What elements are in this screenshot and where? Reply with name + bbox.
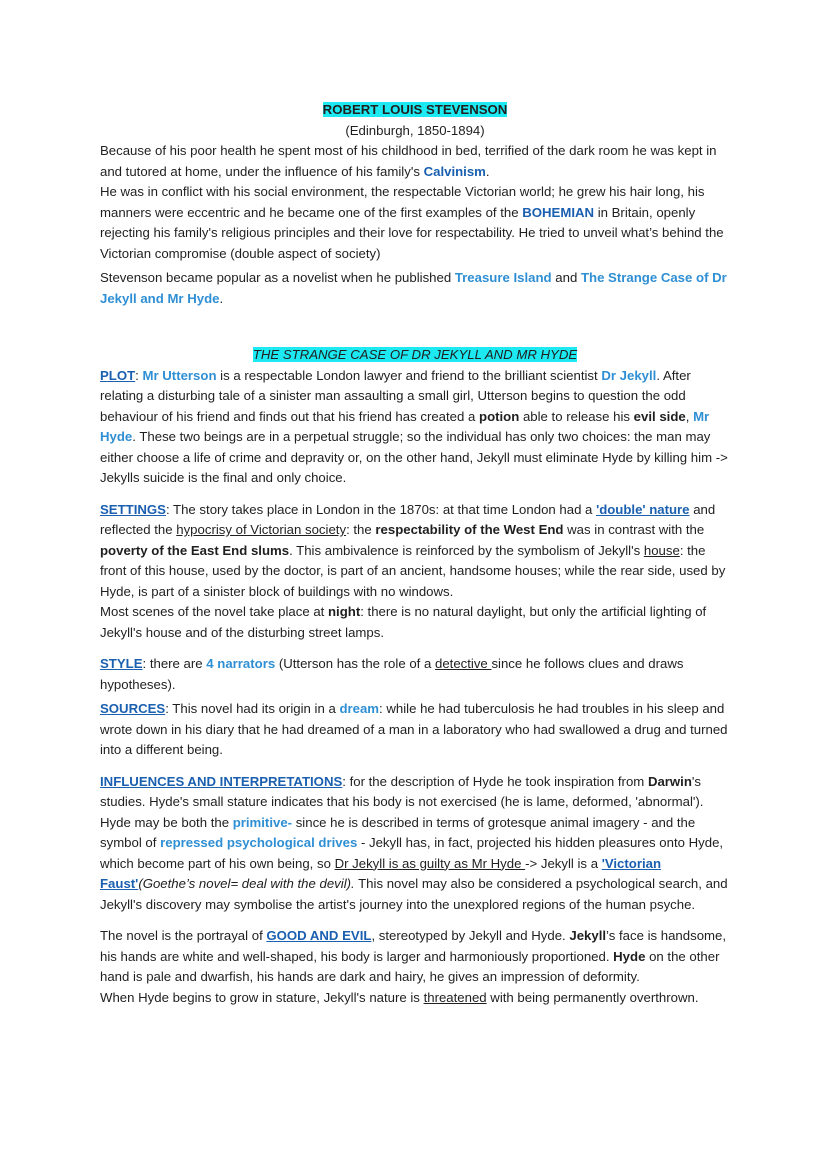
text: .: [219, 290, 224, 306]
text: : there are: [142, 656, 207, 671]
text: Because of his poor health he spent most of his childhood in bed, terrified of the dark room he was kept in and tutored at home, under the influence of his family's: [100, 143, 717, 179]
text: -> Jekyll is a: [525, 855, 602, 871]
jekyll-term: Dr Jekyll: [601, 367, 657, 383]
text: :: [135, 367, 143, 383]
text: . After relating a disturbing tale of a sinister man assaulting a small girl, Utterson begins to question the odd behaviour of his friend and finds out that his friend has created a: [100, 367, 691, 424]
primitive-term: primitive-: [232, 814, 293, 830]
text: He was in conflict with his social environment, the respectable Victorian world; he grew his hair long, his manners were eccentric and he became one of the first examples of the: [100, 184, 705, 220]
victorian-faust-term: 'Victorian Faust': [100, 855, 662, 891]
threatened-term: threatened: [423, 989, 487, 1005]
text: : the front of this house, used by the doctor, is part of an ancient, handsome houses; while the rear side, used by Hyde, is part of a sinister block of buildings with no windows.: [100, 542, 726, 599]
calvinism-term: Calvinism: [423, 163, 486, 179]
text: with being permanently overthrown.: [486, 989, 699, 1005]
text: - Jekyll has, in fact, projected his hidden pleasures onto Hyde, which become part of his own being, so: [100, 835, 724, 871]
sources-section: [100, 699, 730, 761]
text: When Hyde begins to grow in stature, Jekyll's nature is: [100, 989, 424, 1005]
text: . These two beings are in a perpetual struggle; so the individual has only two choices: the man may either choose a life of crime and depravity or, on the other hand, Jekyll must eliminate Hyde by killing him -> Jekylls suicide is the final and only choice.: [100, 429, 728, 485]
text: in Britain, openly rejecting his family's religious principles and their love for respectability. He tried to unveil what’s behind the Victorian compromise (double aspect of society): [100, 204, 724, 261]
poverty-term: poverty of the East End slums: [100, 542, 290, 558]
influences-heading: INFLUENCES AND INTERPRETATIONS: [100, 773, 343, 789]
text: : while he had tuberculosis he had troubles in his sleep and wrote down in his diary that he had dreamed of a man in a laboratory who had swallowed a drug and turned into a different being.: [100, 701, 728, 757]
plot-heading: PLOT: [100, 367, 136, 383]
house-term: house: [643, 542, 680, 558]
treasure-island-term: Treasure Island: [454, 270, 552, 285]
strange-case-term: The Strange Case of Dr Jekyll and Mr Hyde: [100, 270, 727, 306]
hyde-bold-term: Hyde: [613, 948, 646, 964]
guilty-term: Dr Jekyll is as guilty as Mr Hyde: [334, 855, 526, 871]
author-title-line: [100, 100, 730, 121]
utterson-term: Mr Utterson: [142, 367, 217, 383]
influences-section: [100, 772, 730, 916]
text: and reflected the: [100, 501, 716, 537]
text: : there is no natural daylight, but only the artificial lighting of Jekyll's house and of the disturbing street lamps.: [100, 604, 707, 640]
style-section: [100, 654, 730, 695]
good-evil-section: [100, 926, 730, 988]
text: : the: [346, 522, 376, 537]
bio-paragraph-3: [100, 268, 730, 309]
style-heading: STYLE: [100, 656, 143, 671]
text: , stereotyped by Jekyll and Hyde.: [371, 928, 570, 943]
author-title: ROBERT LOUIS STEVENSON: [322, 102, 508, 117]
detective-term: detective: [434, 656, 492, 671]
settings-section: [100, 500, 730, 603]
jekyll-bold-term: Jekyll: [569, 928, 607, 943]
plot-section: [100, 366, 730, 489]
good-evil-heading: GOOD AND EVIL: [266, 928, 372, 943]
text: ’s face is handsome, his hands are white and well-shaped, his body is larger and harmoniously proportioned.: [100, 928, 727, 964]
text: The novel is the portrayal of: [100, 928, 267, 943]
author-origin: (Edinburgh, 1850-1894): [345, 122, 485, 138]
text: Most scenes of the novel take place at: [100, 604, 328, 619]
hypocrisy-term: hypocrisy of Victorian society: [176, 522, 347, 537]
settings-heading: SETTINGS: [100, 501, 166, 517]
novel-title: THE STRANGE CASE OF DR JEKYLL AND MR HYDE: [252, 347, 578, 362]
hyde-term: Mr Hyde: [100, 408, 710, 444]
sources-heading: SOURCES: [100, 701, 166, 716]
dream-term: dream: [339, 701, 380, 716]
settings-night-paragraph: [100, 602, 730, 643]
text: since he follows clues and draws hypotheses).: [100, 656, 684, 692]
text: since he is described in terms of grotesque animal imagery - and the symbol of: [100, 814, 696, 850]
threatened-paragraph: [100, 988, 730, 1009]
document-page: [100, 100, 730, 1008]
bohemian-term: BOHEMIAN: [522, 204, 595, 220]
novel-title-line: [100, 345, 730, 366]
double-nature-term: 'double' nature: [596, 501, 690, 517]
text: . This ambivalence is reinforced by the symbolism of Jekyll's: [289, 542, 644, 558]
narrators-term: 4 narrators: [206, 656, 276, 671]
text: on the other hand is pale and dwarfish, his hands are dark and hairy, he gives an impression of deformity.: [100, 948, 720, 984]
text: able to release his: [519, 408, 634, 424]
bio-paragraph-1: [100, 141, 730, 182]
respectability-term: respectability of the West End: [375, 522, 564, 537]
text: and: [551, 270, 581, 285]
bio-paragraph-2: [100, 182, 730, 264]
drives-term: repressed psychological drives: [160, 835, 358, 850]
darwin-term: Darwin: [647, 773, 692, 789]
text: .: [485, 163, 490, 179]
text: is a respectable London lawyer and friend to the brilliant scientist: [216, 367, 602, 383]
text: 's studies. Hyde's small stature indicates that his body is not exercised (he is lame, deformed, 'abnormal'). Hyde may be both the: [100, 773, 704, 830]
evil-side-term: evil side: [633, 408, 686, 424]
text: This novel may also be considered a psychological search, and Jekyll's discovery may symbolise the artist's journey into the unexplored regions of the human psyche.: [100, 876, 728, 912]
potion-term: potion: [479, 408, 520, 424]
text: : The story takes place in London in the 1870s: at that time London had a: [165, 501, 597, 517]
text: : for the description of Hyde he took inspiration from: [342, 773, 648, 789]
text: : This novel had its origin in a: [165, 701, 340, 716]
text: was in contrast with the: [563, 522, 705, 537]
text: ,: [685, 408, 694, 424]
text: (Utterson has the role of a: [275, 656, 435, 671]
goethe-note: (Goethe’s novel= deal with the devil).: [138, 876, 355, 891]
night-term: night: [327, 604, 361, 619]
text: Stevenson became popular as a novelist when he published: [100, 270, 455, 285]
